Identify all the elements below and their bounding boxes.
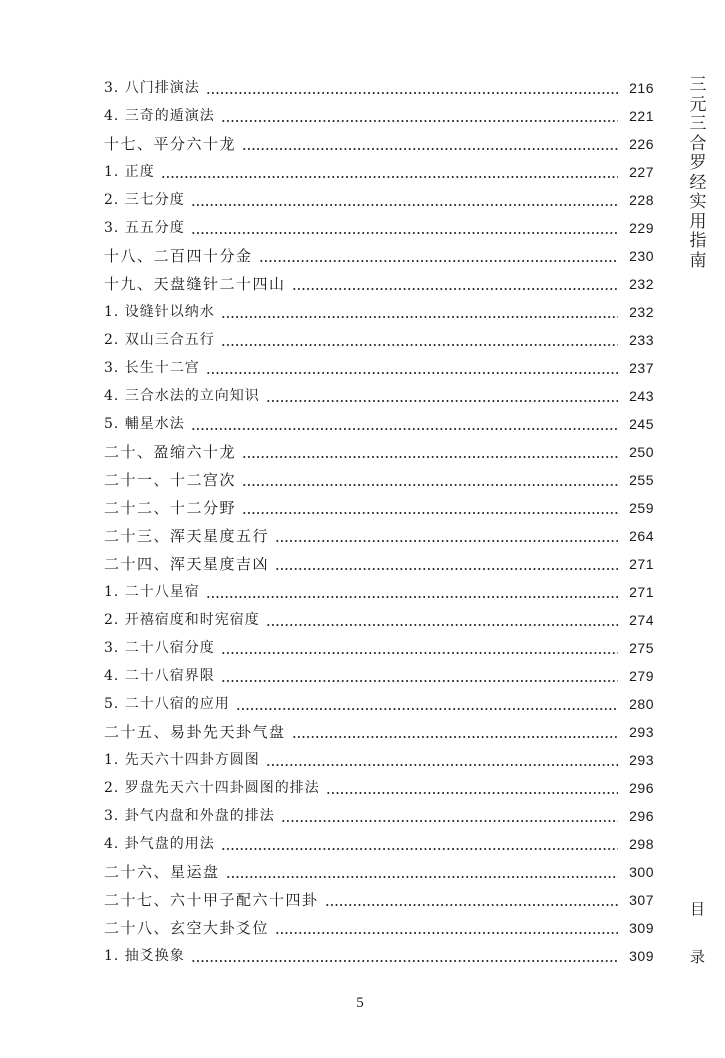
dot-leader bbox=[221, 344, 618, 346]
dot-leader bbox=[221, 848, 618, 850]
toc-entry-title: 二十一、十二宫次 bbox=[104, 471, 237, 489]
toc-entry[interactable] bbox=[104, 270, 654, 298]
toc-entry-page: 243 bbox=[629, 388, 654, 404]
dot-leader bbox=[191, 960, 618, 962]
toc-entry-title: 二十六、星运盘 bbox=[104, 863, 220, 881]
dot-leader bbox=[161, 176, 618, 178]
toc-entry-page: 280 bbox=[629, 696, 654, 712]
toc-entry[interactable] bbox=[104, 662, 654, 690]
toc-entry-page: 245 bbox=[629, 416, 654, 432]
dot-leader bbox=[275, 568, 618, 570]
toc-entry[interactable] bbox=[104, 522, 654, 550]
toc-entry-title: 4. 卦气盘的用法 bbox=[104, 836, 215, 852]
toc-entry[interactable] bbox=[104, 298, 654, 326]
book-title-char: 合 bbox=[689, 133, 707, 154]
dot-leader bbox=[221, 652, 618, 654]
toc-entry[interactable] bbox=[104, 214, 654, 242]
toc-entry-title: 2. 三七分度 bbox=[104, 192, 185, 208]
toc-entry[interactable] bbox=[104, 858, 654, 886]
toc-entry-title: 3. 八门排演法 bbox=[104, 80, 200, 96]
toc-entry-title: 十九、天盘缝针二十四山 bbox=[104, 275, 286, 293]
dot-leader bbox=[191, 232, 618, 234]
dot-leader bbox=[236, 708, 618, 710]
toc-entry-page: 274 bbox=[629, 612, 654, 628]
toc-entry-page: 296 bbox=[629, 780, 654, 796]
dot-leader bbox=[191, 204, 618, 206]
toc-entry-page: 275 bbox=[629, 640, 654, 656]
toc-entry-page: 271 bbox=[629, 584, 654, 600]
dot-leader bbox=[221, 120, 618, 122]
toc-entry[interactable] bbox=[104, 774, 654, 802]
dot-leader bbox=[275, 540, 618, 542]
toc-entry-title: 二十四、浑天星度吉凶 bbox=[104, 555, 270, 573]
page-number: 5 bbox=[356, 995, 364, 1011]
toc-entry-page: 250 bbox=[629, 444, 654, 460]
toc-entry[interactable] bbox=[104, 494, 654, 522]
book-title-char: 三 bbox=[689, 114, 707, 134]
toc-entry-title: 4. 三奇的遁演法 bbox=[104, 108, 215, 124]
toc-entry-title: 2. 双山三合五行 bbox=[104, 332, 215, 348]
book-title-char: 三 bbox=[689, 75, 707, 95]
toc-entry-title: 1. 二十八星宿 bbox=[104, 584, 200, 600]
toc-entry-page: 307 bbox=[629, 892, 654, 908]
book-title-char: 罗 bbox=[689, 153, 707, 173]
toc-entry-title: 二十七、六十甲子配六十四卦 bbox=[104, 891, 319, 909]
dot-leader bbox=[275, 932, 618, 934]
book-title-char: 南 bbox=[689, 250, 707, 271]
dot-leader bbox=[221, 680, 618, 682]
toc-entry[interactable] bbox=[104, 942, 654, 970]
toc-entry-title: 5. 輔星水法 bbox=[104, 416, 185, 432]
toc-entry-page: 229 bbox=[629, 220, 654, 236]
dot-leader bbox=[326, 792, 618, 794]
toc-entry-page: 293 bbox=[629, 724, 654, 740]
dot-leader bbox=[221, 316, 618, 318]
book-title-char: 经 bbox=[689, 172, 707, 193]
toc-entry-page: 300 bbox=[629, 864, 654, 880]
dot-leader bbox=[206, 596, 618, 598]
toc-entry[interactable] bbox=[104, 74, 654, 102]
toc-entry[interactable] bbox=[104, 746, 654, 774]
toc-entry-page: 232 bbox=[629, 304, 654, 320]
toc-entry[interactable] bbox=[104, 466, 654, 494]
toc-entry-page: 226 bbox=[629, 136, 654, 152]
dot-leader bbox=[281, 820, 618, 822]
toc-entry-page: 309 bbox=[629, 920, 654, 936]
book-title-char: 元 bbox=[689, 94, 707, 115]
toc-entry-page: 255 bbox=[629, 472, 654, 488]
dot-leader bbox=[206, 92, 618, 94]
toc-entry[interactable] bbox=[104, 158, 654, 186]
toc-entry[interactable] bbox=[104, 578, 654, 606]
toc-entry-page: 296 bbox=[629, 808, 654, 824]
toc-entry-title: 二十、盈缩六十龙 bbox=[104, 443, 237, 461]
toc-entry[interactable] bbox=[104, 438, 654, 466]
book-title-char: 指 bbox=[689, 231, 707, 251]
dot-leader bbox=[266, 400, 618, 402]
toc-entry[interactable] bbox=[104, 242, 654, 270]
dot-leader bbox=[325, 904, 618, 906]
running-section-label-mu: 目 bbox=[690, 900, 706, 918]
toc-entry-title: 3. 长生十二宫 bbox=[104, 360, 200, 376]
toc-entry-title: 1. 抽爻换象 bbox=[104, 948, 185, 964]
toc-entry-title: 十八、二百四十分金 bbox=[104, 247, 253, 265]
toc-entry[interactable] bbox=[104, 634, 654, 662]
toc-entry-title: 3. 卦气内盘和外盘的排法 bbox=[104, 808, 275, 824]
toc-entry-title: 十七、平分六十龙 bbox=[104, 135, 237, 153]
dot-leader bbox=[242, 456, 618, 458]
toc-entry[interactable] bbox=[104, 718, 654, 746]
toc-entry-title: 1. 设缝针以纳水 bbox=[104, 304, 215, 320]
toc-entry[interactable] bbox=[104, 326, 654, 354]
table-of-contents bbox=[104, 74, 654, 970]
toc-entry[interactable] bbox=[104, 102, 654, 130]
toc-entry-page: 264 bbox=[629, 528, 654, 544]
toc-entry-page: 271 bbox=[629, 556, 654, 572]
dot-leader bbox=[242, 512, 618, 514]
toc-entry[interactable] bbox=[104, 606, 654, 634]
toc-entry-page: 293 bbox=[629, 752, 654, 768]
dot-leader bbox=[242, 148, 618, 150]
toc-entry-page: 227 bbox=[629, 164, 654, 180]
toc-entry-page: 309 bbox=[629, 948, 654, 964]
book-title-char: 实 bbox=[689, 192, 707, 212]
toc-entry[interactable] bbox=[104, 886, 654, 914]
toc-entry[interactable] bbox=[104, 410, 654, 438]
dot-leader bbox=[266, 624, 618, 626]
toc-entry-page: 298 bbox=[629, 836, 654, 852]
toc-entry-title: 3. 五五分度 bbox=[104, 220, 185, 236]
toc-entry-title: 4. 二十八宿界限 bbox=[104, 668, 215, 684]
toc-entry[interactable] bbox=[104, 354, 654, 382]
dot-leader bbox=[292, 288, 618, 290]
toc-entry-title: 2. 罗盘先天六十四卦圆图的排法 bbox=[104, 780, 320, 796]
toc-entry[interactable] bbox=[104, 830, 654, 858]
toc-entry-title: 二十五、易卦先天卦气盘 bbox=[104, 723, 286, 741]
toc-entry-title: 2. 开禧宿度和时宪宿度 bbox=[104, 612, 260, 628]
toc-entry-title: 二十二、十二分野 bbox=[104, 499, 237, 517]
toc-entry-title: 二十三、浑天星度五行 bbox=[104, 527, 270, 545]
toc-entry-page: 233 bbox=[629, 332, 654, 348]
toc-entry-title: 二十八、玄空大卦爻位 bbox=[104, 919, 270, 937]
toc-entry[interactable] bbox=[104, 802, 654, 830]
toc-entry[interactable] bbox=[104, 130, 654, 158]
running-section-label-lu: 录 bbox=[690, 948, 706, 966]
running-book-title bbox=[686, 76, 710, 271]
toc-entry-page: 259 bbox=[629, 500, 654, 516]
toc-entry[interactable] bbox=[104, 690, 654, 718]
toc-entry-page: 230 bbox=[629, 248, 654, 264]
dot-leader bbox=[259, 260, 618, 262]
toc-entry-page: 279 bbox=[629, 668, 654, 684]
toc-entry-page: 237 bbox=[629, 360, 654, 376]
toc-entry[interactable] bbox=[104, 382, 654, 410]
toc-entry-title: 1. 先天六十四卦方圆图 bbox=[104, 752, 260, 768]
toc-entry[interactable] bbox=[104, 550, 654, 578]
dot-leader bbox=[191, 428, 618, 430]
toc-entry-page: 216 bbox=[629, 80, 654, 96]
toc-entry[interactable] bbox=[104, 186, 654, 214]
toc-entry-page: 232 bbox=[629, 276, 654, 292]
dot-leader bbox=[226, 876, 618, 878]
dot-leader bbox=[242, 484, 618, 486]
toc-entry-page: 228 bbox=[629, 192, 654, 208]
dot-leader bbox=[266, 764, 618, 766]
toc-entry-title: 5. 二十八宿的应用 bbox=[104, 696, 230, 712]
toc-entry-title: 1. 正度 bbox=[104, 164, 155, 180]
toc-entry-title: 4. 三合水法的立向知识 bbox=[104, 388, 260, 404]
toc-entry[interactable] bbox=[104, 914, 654, 942]
toc-entry-page: 221 bbox=[629, 108, 654, 124]
book-title-char: 用 bbox=[689, 211, 707, 232]
dot-leader bbox=[292, 736, 618, 738]
toc-entry-title: 3. 二十八宿分度 bbox=[104, 640, 215, 656]
dot-leader bbox=[206, 372, 618, 374]
